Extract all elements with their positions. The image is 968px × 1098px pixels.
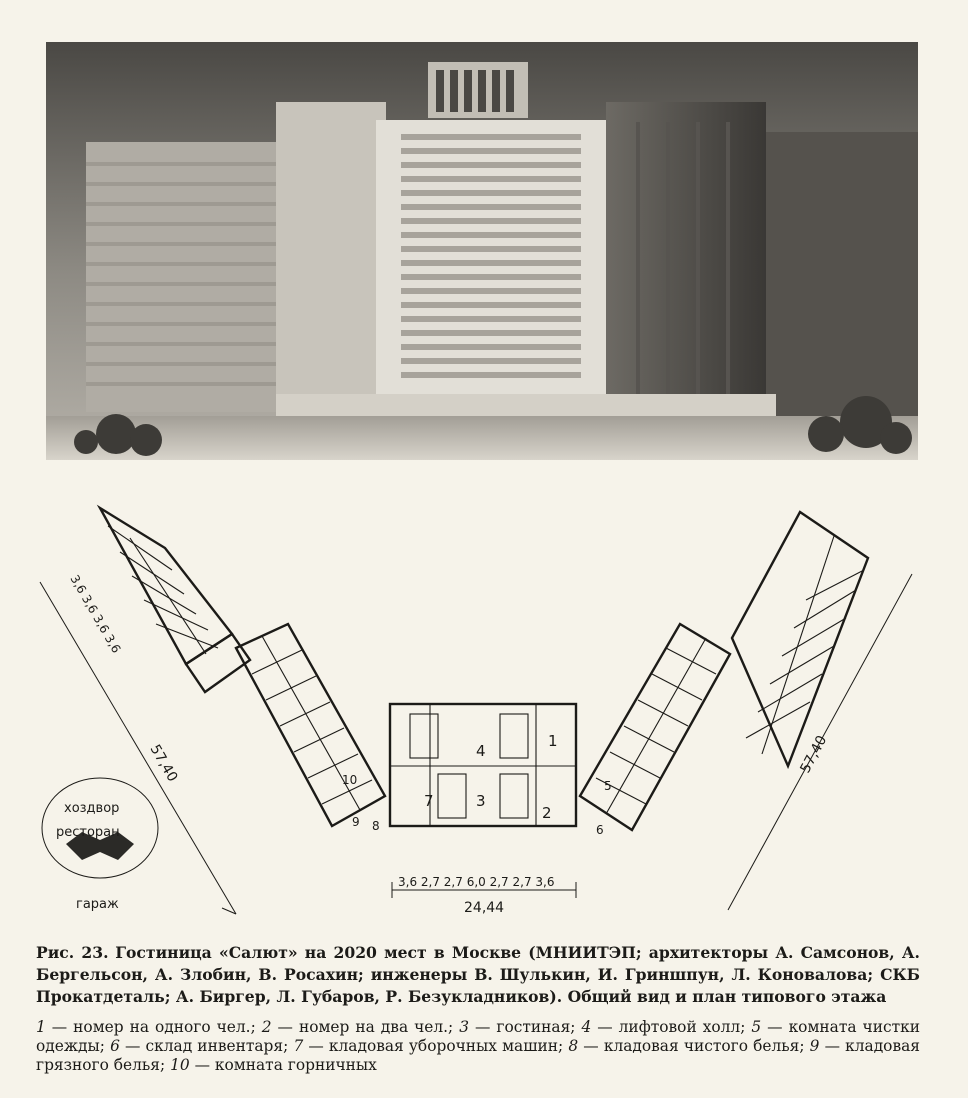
left-inner-wing [236,624,385,826]
caption-prefix: Рис. 23. [36,943,109,962]
legend-item: 6 — склад инвентаря; [110,1037,289,1055]
legend-item: 1 — номер на одного чел.; [36,1018,256,1036]
figure-caption [36,942,920,1008]
dim-right-total: 57,40 [797,732,831,776]
room-label-1: 1 [548,732,558,750]
room-label-8: 8 [372,819,380,833]
room-label-3: 3 [476,792,486,810]
legend-item: 5 — комната чистки одежды; [36,1018,920,1055]
hotel-photo [46,42,918,460]
room-label-2: 2 [542,804,552,822]
legend-item: 3 — гостиная; [459,1018,576,1036]
legend-item: 2 — номер на два чел.; [261,1018,454,1036]
site-restaurant-label: ресторан [56,825,120,840]
floor-plan [0,478,968,938]
site-scheme [42,778,158,912]
legend-item: 4 — лифтовой холл; [581,1018,746,1036]
dim-left-modules: 3,6 3,6 3,6 3,6 [67,572,124,656]
site-yard-label: хоздвор [64,801,120,816]
room-label-5: 5 [604,779,612,793]
dim-bottom-modules: 3,6 2,7 2,7 6,0 2,7 2,7 3,6 [398,875,555,889]
room-label-10: 10 [342,773,358,787]
dim-left-total: 57,40 [146,742,181,785]
legend [36,1018,920,1075]
room-label-7: 7 [424,792,434,810]
dim-bottom-total: 24,44 [464,900,505,916]
legend-item: 7 — кладовая уборочных машин; [293,1037,564,1055]
room-label-6: 6 [596,823,604,837]
legend-item: 8 — кладовая чистого белья; [568,1037,805,1055]
room-label-9: 9 [352,815,360,829]
legend-item: 9 — кладовая грязного белья; [36,1037,920,1074]
site-garage-label: гараж [76,897,119,912]
room-label-4: 4 [476,742,486,760]
legend-item: 10 — комната горничных [170,1056,377,1074]
caption-main: Гостиница «Салют» на 2020 мест в Москве (МНИИТЭП; архитекторы А. Самсонов, А. Бергельсон, А. Злобин, В. Росахин; инженеры В. Шулькин, И. Гриншпун, Л. Коновалова; СКБ Прокатдеталь; А. Биргер, Л. Губаров, Р. Безукладников). Общий вид и план типового этажа [36,943,920,1006]
